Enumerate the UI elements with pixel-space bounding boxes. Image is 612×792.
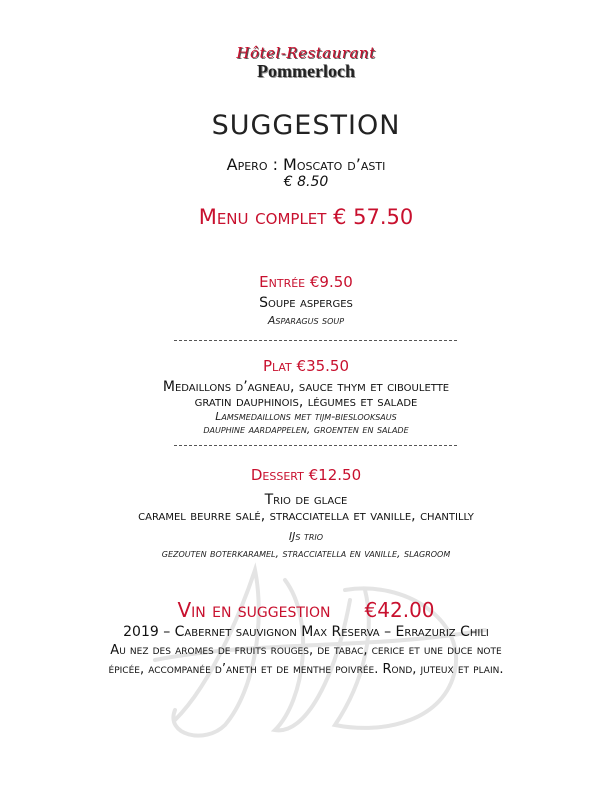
wine-price: €42.00 [364,598,435,622]
apero-label: Apero : Moscato d’asti [226,155,386,174]
plat-dish-line2: gratin dauphinois, légumes et salade [194,394,418,410]
dessert-dish-line2: caramel beurre salé, stracciatella et vanille, chantilly [138,508,474,524]
wine-note-line1: Au nez des aromes de fruits rouges, de tabac, cerice et une duce note [110,643,502,658]
plat-dish-line1: Medaillons d’agneau, sauce thym et ciboulette [162,379,450,395]
entree-heading: Entrée €9.50 [259,273,353,291]
plat-translation-line2: dauphine aardappelen, groenten en salade [203,423,409,436]
menu-complete-heading: Menu complet € 57.50 [198,205,414,229]
wine-name: 2019 – Cabernet sauvignon Max Reserva – Errazuriz Chili [123,624,489,640]
wine-note [0,641,612,679]
plat-heading: Plat €35.50 [262,357,350,375]
apero-price: € 8.50 [283,174,329,190]
logo-script: Hôtel-Restaurant [236,44,376,62]
entree-dish: Soupe asperges [259,295,353,311]
dessert-heading: Dessert €12.50 [250,466,362,484]
wine-heading: Vin en suggestion [177,598,331,622]
plat-translation-line1: Lamsmedaillons met tijm-bieslooksaus [215,410,397,423]
logo [226,44,386,86]
dessert-translation-line2: gezouten boterkaramel, stracciatella en vanille, slagroom [161,547,451,560]
entree-translation: Asparagus soup [267,314,345,327]
logo-name: Pommerloch [257,61,355,81]
divider [174,340,457,341]
wine-heading-row [0,598,612,622]
page-title: SUGGESTION [211,110,401,141]
divider [174,445,457,446]
wine-note-line2: épicée, accompanée d’aneth et de menthe poivrée. Rond, juteux et plain. [108,662,504,677]
dessert-dish-line1: Trio de glace [264,492,348,508]
dessert-translation-line1: IJs trio [288,530,324,543]
